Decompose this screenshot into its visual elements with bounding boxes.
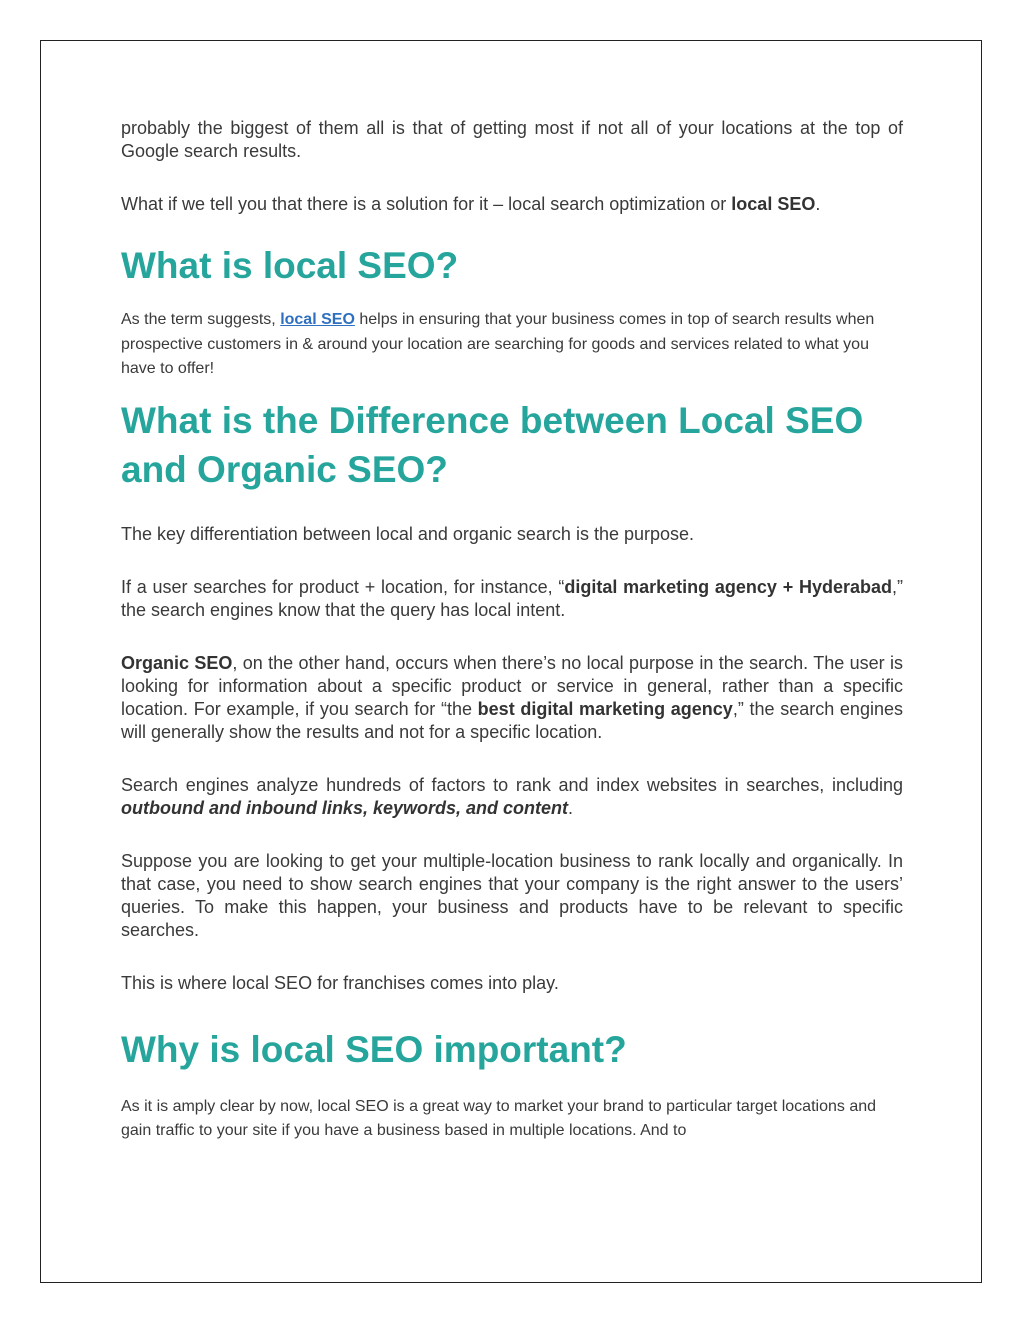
paragraph-importance: As it is amply clear by now, local SEO is a great way to market your brand to particular target locations and gain traffic to your site if you have a business based in multiple locations. And to — [121, 1097, 877, 1139]
paragraph-multi-location: Suppose you are looking to get your multiple-location business to rank locally and organically. In that case, you need to show search engines that your company is the right answer to the users’ queries. To make this happen, your business and products have to be relevant to specific searches. — [121, 850, 903, 940]
paragraph-definition-rest: helps in ensuring that your business comes in top of search results when prospective customers in & around your location are searching for goods and services related to what you have to offer! — [121, 311, 875, 377]
local-seo-link[interactable]: local SEO — [280, 311, 355, 328]
paragraph-local-intent-start: If a user searches for product + location, for instance, “ — [121, 576, 565, 597]
document-content — [121, 117, 903, 1144]
paragraph-local-intent — [121, 576, 903, 622]
bold-local-seo: local SEO — [731, 194, 816, 214]
paragraph-ranking-factors-end: . — [568, 797, 574, 818]
bold-organic-seo: Organic SEO — [121, 652, 233, 673]
paragraph-ranking-factors — [121, 774, 903, 820]
bold-italic-factors: outbound and inbound links, keywords, and content — [121, 797, 568, 818]
bold-best-agency: best digital marketing agency — [477, 698, 733, 719]
heading-what-is-local-seo: What is local SEO? — [121, 245, 459, 286]
paragraph-organic-seo — [121, 652, 903, 744]
paragraph-key-difference: The key differentiation between local and organic search is the purpose. — [121, 523, 695, 544]
heading-difference: What is the Difference between Local SEO and Organic SEO? — [121, 399, 864, 490]
paragraph-solution — [121, 193, 903, 216]
paragraph-solution-text: What if we tell you that there is a solution for it – local search optimization or — [121, 194, 732, 214]
heading-why-important: Why is local SEO important? — [121, 1028, 627, 1070]
paragraph-definition-start: As the term suggests, — [121, 311, 281, 328]
paragraph-franchises: This is where local SEO for franchises comes into play. — [121, 972, 559, 993]
paragraph-organic-seo-end: ,” the search engines will generally show the results and not for a specific location. — [121, 698, 903, 742]
paragraph-intro: probably the biggest of them all is that of getting most if not all of your locations at the top of Google search results. — [121, 118, 903, 161]
paragraph-solution-end: . — [815, 194, 821, 214]
paragraph-organic-seo-mid: , on the other hand, occurs when there’s no local purpose in the search. The user is looking for information about a specific product or service in general, rather than a specific location. For example, if you search for “the — [121, 652, 903, 719]
bold-search-query: digital marketing agency + Hyderabad — [564, 576, 892, 597]
paragraph-ranking-factors-start: Search engines analyze hundreds of factors to rank and index websites in searches, including — [121, 774, 903, 795]
paragraph-local-intent-end: ,” the search engines know that the query has local intent. — [121, 576, 903, 620]
paragraph-definition — [121, 308, 903, 382]
